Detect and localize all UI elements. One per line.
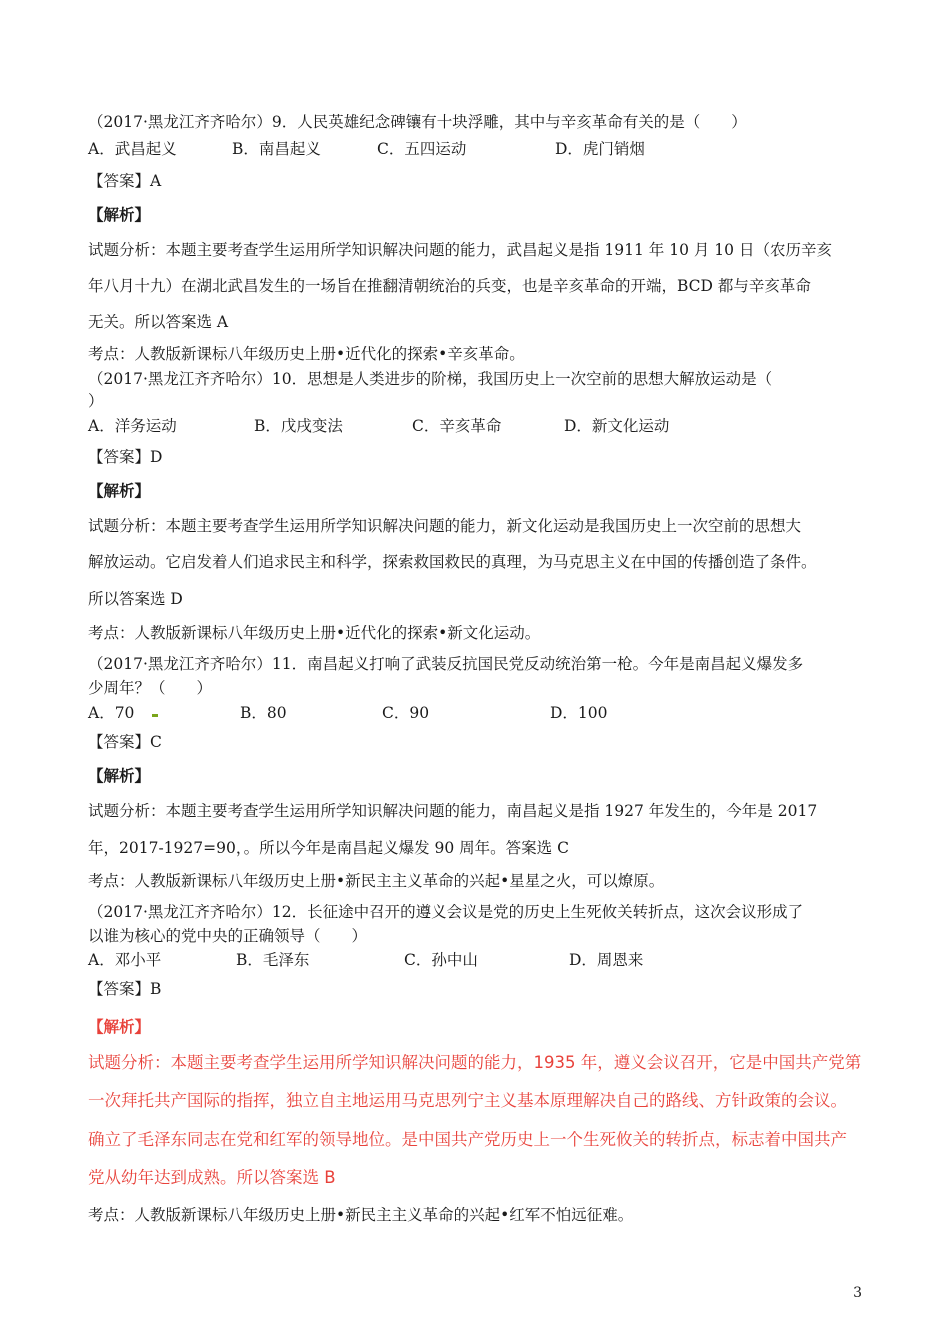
q12-option-a: A．邓小平 bbox=[88, 951, 162, 969]
q10-option-c: C．辛亥革命 bbox=[412, 417, 502, 435]
q10-option-a: A．洋务运动 bbox=[88, 417, 177, 435]
q10-analysis-line: 解放运动。它启发着人们追求民主和科学，探索救国救民的真理，为马克思主义在中国的传播创造了条件。 bbox=[88, 553, 817, 571]
q12-stem-cont: 以谁为核心的党中央的正确领导（ ） bbox=[88, 927, 368, 945]
q9-stem: （2017·黑龙江齐齐哈尔）9．人民英雄纪念碑镶有十块浮雕，其中与辛亥革命有关的是（ ） bbox=[88, 113, 747, 131]
q12-answer: 【答案】B bbox=[88, 980, 162, 998]
q9-option-a: A．武昌起义 bbox=[88, 140, 177, 158]
q11-analysis-line: 年，2017-1927=90，。所以今年是南昌起义爆发 90 周年。答案选 C bbox=[88, 839, 569, 857]
q11-answer: 【答案】C bbox=[88, 733, 162, 751]
q9-option-b: B．南昌起义 bbox=[232, 140, 321, 158]
q11-point: 考点：人教版新课标八年级历史上册•新民主主义革命的兴起•星星之火，可以燎原。 bbox=[88, 872, 665, 890]
q11-option-d: D．100 bbox=[550, 704, 608, 722]
q11-analysis-line: 试题分析：本题主要考查学生运用所学知识解决问题的能力，南昌起义是指 1927 年发生的，今年是 2017 bbox=[88, 802, 818, 820]
q9-analysis-line: 年八月十九）在湖北武昌发生的一场旨在推翻清朝统治的兵变，也是辛亥革命的开端，BCD 都与辛亥革命 bbox=[88, 277, 811, 295]
q10-analysis-line: 试题分析：本题主要考查学生运用所学知识解决问题的能力，新文化运动是我国历史上一次空前的思想大 bbox=[88, 517, 802, 535]
q9-answer: 【答案】A bbox=[88, 172, 162, 190]
q11-analysis-title: 【解析】 bbox=[88, 766, 151, 785]
q11-option-b: B．80 bbox=[240, 704, 287, 722]
q12-option-c: C．孙中山 bbox=[404, 951, 478, 969]
q9-option-c: C．五四运动 bbox=[377, 140, 467, 158]
q9-analysis-line: 无关。所以答案选 A bbox=[88, 313, 229, 331]
q10-analysis-line: 所以答案选 D bbox=[88, 590, 183, 608]
q10-point: 考点：人教版新课标八年级历史上册•近代化的探索•新文化运动。 bbox=[88, 624, 541, 642]
q11-stem-cont: 少周年？（ ） bbox=[88, 679, 213, 697]
q12-analysis-line: 试题分析：本题主要考查学生运用所学知识解决问题的能力，1935 年，遵义会议召开，它是中国共产党第 bbox=[88, 1053, 862, 1072]
q12-analysis-title: 【解析】 bbox=[88, 1018, 151, 1036]
q10-option-d: D．新文化运动 bbox=[564, 417, 670, 435]
page-number: 3 bbox=[853, 1285, 862, 1301]
q10-option-b: B．戊戌变法 bbox=[254, 417, 343, 435]
q9-point: 考点：人教版新课标八年级历史上册•近代化的探索•辛亥革命。 bbox=[88, 345, 525, 363]
q11-option-c: C．90 bbox=[382, 704, 430, 722]
q12-option-d: D．周恩来 bbox=[569, 951, 644, 969]
q10-analysis-title: 【解析】 bbox=[88, 481, 151, 500]
q11-option-a: A．70 bbox=[88, 704, 135, 722]
q9-option-d: D．虎门销烟 bbox=[555, 140, 645, 158]
q12-option-b: B．毛泽东 bbox=[236, 951, 310, 969]
q10-answer: 【答案】D bbox=[88, 448, 163, 466]
q9-analysis-title: 【解析】 bbox=[88, 205, 151, 224]
q11-stem: （2017·黑龙江齐齐哈尔）11．南昌起义打响了武装反抗国民党反动统治第一枪。今年是南昌起义爆发多 bbox=[88, 655, 804, 673]
q10-stem: （2017·黑龙江齐齐哈尔）10．思想是人类进步的阶梯，我国历史上一次空前的思想大解放运动是（ bbox=[88, 370, 773, 388]
q12-analysis-line: 党从幼年达到成熟。所以答案选 B bbox=[88, 1168, 336, 1187]
q12-analysis-line: 确立了毛泽东同志在党和红军的领导地位。是中国共产党历史上一个生死攸关的转折点，标志着中国共产 bbox=[88, 1130, 847, 1149]
q12-analysis-line: 一次拜托共产国际的指挥，独立自主地运用马克思列宁主义基本原理解决自己的路线、方针政策的会议。 bbox=[88, 1091, 847, 1110]
green-mark bbox=[152, 714, 158, 717]
q12-point: 考点：人教版新课标八年级历史上册•新民主主义革命的兴起•红军不怕远征难。 bbox=[88, 1206, 634, 1224]
q10-stem-cont: ） bbox=[88, 392, 104, 410]
q9-analysis-line: 试题分析：本题主要考查学生运用所学知识解决问题的能力，武昌起义是指 1911 年 10 月 10 日（农历辛亥 bbox=[88, 241, 832, 259]
q12-stem: （2017·黑龙江齐齐哈尔）12．长征途中召开的遵义会议是党的历史上生死攸关转折点，这次会议形成了 bbox=[88, 903, 804, 921]
